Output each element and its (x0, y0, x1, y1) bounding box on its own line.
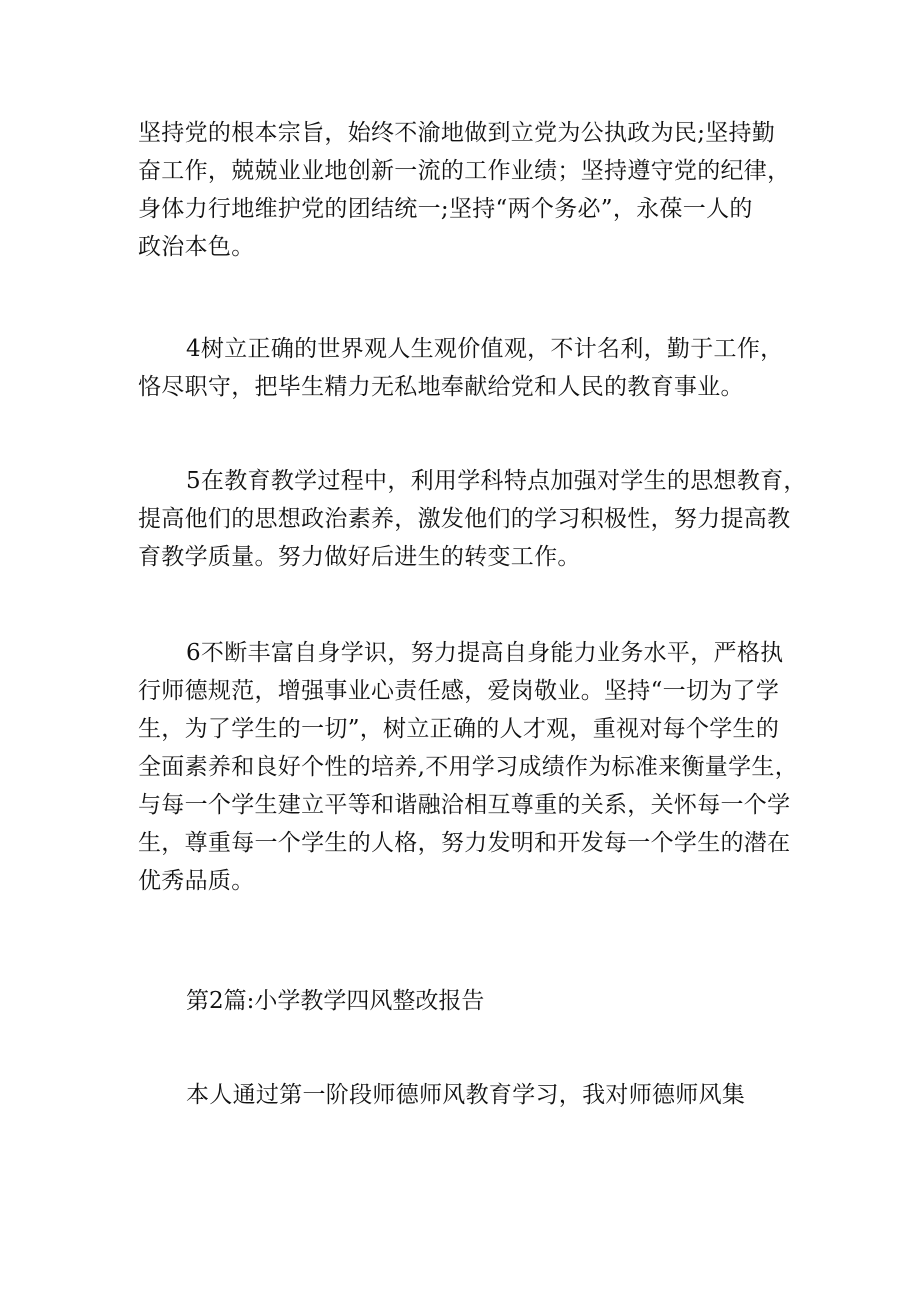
section-heading: 第2篇:小学教学四风整改报告 (186, 988, 485, 1014)
text-line: 身体力行地维护党的团结统一;坚持“两个务必”，永葆一人的 (138, 196, 753, 222)
text-line: 生，为了学生的一切”，树立正确的人才观，重视对每个学生的 (138, 716, 780, 742)
text-line: 坚持党的根本宗旨，始终不渝地做到立党为公执政为民;坚持勤 (138, 120, 776, 146)
text-line: 6不断丰富自身学识，努力提高自身能力业务水平，严格执 (186, 640, 784, 666)
text-line: 与每一个学生建立平等和谐融洽相互尊重的关系，关怀每一个学 (138, 792, 791, 818)
text-line: 本人通过第一阶段师德师风教育学习，我对师德师风集 (186, 1082, 746, 1108)
text-line: 优秀品质。 (138, 868, 255, 894)
text-line: 恪尽职守，把毕生精力无私地奉献给党和人民的教育事业。 (138, 374, 744, 400)
text-line: 生，尊重每一个学生的人格，努力发明和开发每一个学生的潜在 (138, 830, 791, 856)
text-line: 育教学质量。努力做好后进生的转变工作。 (138, 544, 581, 570)
text-line: 5在教育教学过程中，利用学科特点加强对学生的思想教育， (186, 468, 807, 494)
text-line: 全面素养和良好个性的培养,不用学习成绩作为标准来衡量学生， (138, 754, 799, 780)
paragraph-party-principles (138, 114, 798, 266)
paragraph-item-4 (138, 330, 798, 406)
text-line: 行师德规范，增强事业心责任感，爱岗敬业。坚持“一切为了学 (138, 678, 780, 704)
paragraph-intro (138, 1076, 798, 1114)
text-line: 奋工作，兢兢业业地创新一流的工作业绩；坚持遵守党的纪律， (138, 158, 791, 184)
text-line: 政治本色。 (138, 234, 255, 260)
paragraph-item-6 (138, 634, 798, 900)
text-line: 4树立正确的世界观人生观价值观，不计名利，勤于工作， (186, 336, 784, 362)
paragraph-item-5 (138, 462, 807, 576)
text-line: 提高他们的思想政治素养，激发他们的学习积极性，努力提高教 (138, 506, 791, 532)
